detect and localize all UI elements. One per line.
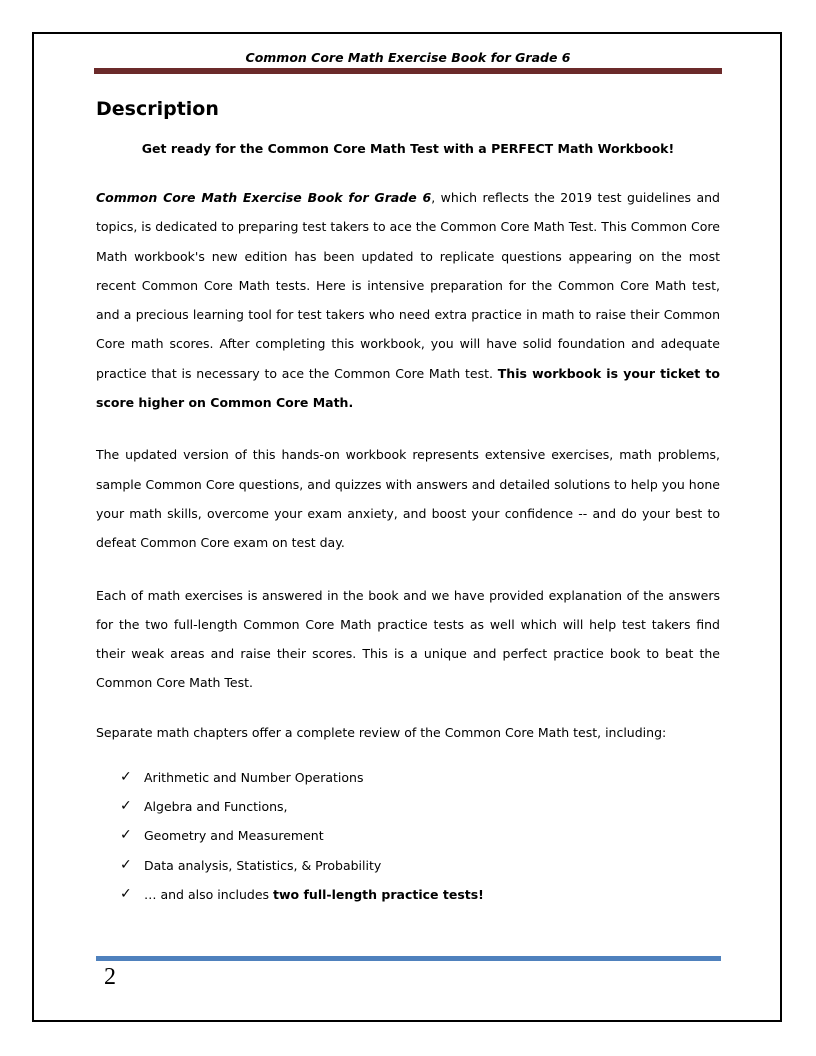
list-item <box>96 851 720 880</box>
section-heading: Description <box>96 98 219 120</box>
footer-rule <box>96 956 721 961</box>
list-item-label: Geometry and Measurement <box>144 828 324 844</box>
list-item <box>96 880 720 909</box>
checkmark-icon: ✓ <box>120 768 132 785</box>
list-item-label: Arithmetic and Number Operations <box>144 769 364 785</box>
list-item <box>96 763 720 792</box>
chapter-checklist <box>96 763 720 909</box>
list-item-label-bold: two full-length practice tests! <box>273 886 484 902</box>
checkmark-icon: ✓ <box>120 798 132 815</box>
list-item-label-prefix: … and also includes <box>144 886 274 902</box>
tagline: Get ready for the Common Core Math Test with a PERFECT Math Workbook! <box>141 141 675 156</box>
book-title-emphasis: Common Core Math Exercise Book for Grade 6 <box>96 190 432 205</box>
list-item-label: Algebra and Functions, <box>144 799 288 815</box>
list-intro: Separate math chapters offer a complete review of the Common Core Math test, including: <box>96 724 667 740</box>
header-rule <box>94 68 722 74</box>
running-header-title: Common Core Math Exercise Book for Grade 6 <box>245 50 571 65</box>
page-content <box>96 95 720 909</box>
page-number: 2 <box>104 964 116 990</box>
paragraph-2: The updated version of this hands-on workbook represents extensive exercises, math problems, sample Common Core questions, and quizzes with answers and detailed solutions to help you hone your math skills, overcome your exam anxiety, and boost your confidence -- and do your best to defeat Common Core exam on test day. <box>96 447 720 551</box>
checkmark-icon: ✓ <box>120 885 132 902</box>
paragraph-1 <box>96 183 720 417</box>
checkmark-icon: ✓ <box>120 856 132 873</box>
list-item-label: Data analysis, Statistics, & Probability <box>144 857 382 873</box>
list-item <box>96 792 720 821</box>
paragraph-3: Each of math exercises is answered in the book and we have provided explanation of the answers for the two full-length Common Core Math practice tests as well which will help test takers find their weak areas and raise their scores. This is a unique and perfect practice book to beat the Common Core Math Test. <box>96 587 720 691</box>
paragraph-1-text: , which reflects the 2019 test guidelines and topics, is dedicated to preparing test takers to ace the Common Core Math Test. This Common Core Math workbook's new edition has been updated to replicate questions appearing on the most recent Common Core Math tests. Here is intensive preparation for the Common Core Math test, and a precious learning tool for test takers who need extra practice in math to raise their Common Core math scores. After completing this workbook, you will have solid foundation and adequate practice that is necessary to ace the Common Core Math test. <box>96 190 720 381</box>
list-item <box>96 821 720 850</box>
checkmark-icon: ✓ <box>120 827 132 844</box>
paragraph-1-bold-end: This workbook is your ticket to score higher on Common Core Math. <box>96 365 720 411</box>
